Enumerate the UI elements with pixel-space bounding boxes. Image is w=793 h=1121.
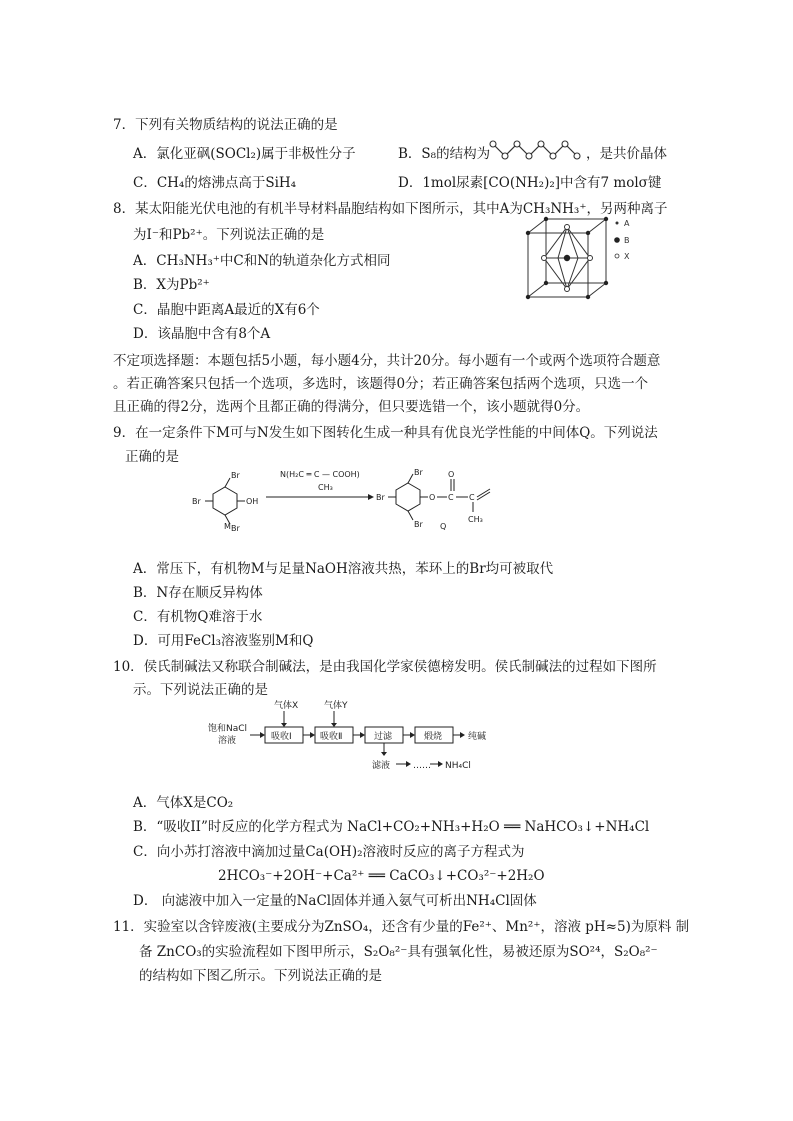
- q8-option-a: A．CH₃NH₃⁺中C和N的轨道杂化方式相同: [133, 253, 391, 269]
- q9-stem-line1: 9．在一定条件下M可与N发生如下图转化生成一种具有优良光学性能的中间体Q。下列说法: [113, 425, 658, 441]
- q-ester-o: O: [429, 493, 436, 502]
- q8-option-d: D．该晶胞中含有8个A: [133, 326, 271, 342]
- q-carbonyl-o: O: [448, 470, 455, 479]
- flow-gas-x: 气体X: [274, 701, 299, 711]
- q11-line3: 的结构如下图乙所示。下列说法正确的是: [139, 968, 382, 984]
- q-ch3: CH₃: [468, 515, 483, 524]
- q-br-bottom: Br: [414, 520, 423, 529]
- s8-ring-structure: [489, 136, 581, 164]
- instructions-line3: 且正确的得2分，选两个且都正确的得满分，但只要选错一个，该小题就得0分。: [113, 399, 590, 415]
- legend-x: X: [624, 252, 630, 261]
- m-br-left: Br: [192, 497, 201, 506]
- q9-option-d: D．可用FeCl₃溶液鉴别M和Q: [133, 633, 314, 649]
- flow-filtrate: 滤液: [372, 761, 391, 771]
- reaction-scheme-figure: [190, 467, 610, 537]
- flow-step-2: 吸收Ⅱ: [320, 732, 343, 742]
- q10-stem-line1: 10．侯氏制碱法又称联合制碱法，是由我国化学家侯德榜发明。侯氏制碱法的过程如下图所: [113, 659, 657, 675]
- q-label: Q: [440, 522, 447, 531]
- svg-text:C: C: [448, 493, 454, 502]
- reagent-ch3: CH₃: [318, 483, 333, 492]
- q8-stem-line2: 为I⁻和Pb²⁺。下列说法正确的是: [133, 227, 325, 243]
- flow-step-1: 吸收Ⅰ: [271, 732, 292, 742]
- reagent-label: N(H₂C ═ C — COOH): [280, 470, 360, 479]
- q11-line2: 备 ZnCO₃的实验流程如下图甲所示，S₂O₈²⁻具有强氧化性，易被还原为SO²⁴，S₂O₈²⁻: [139, 944, 658, 960]
- hou-process-flow: [204, 698, 624, 772]
- q7-stem: 7．下列有关物质结构的说法正确的是: [113, 117, 338, 133]
- q9-option-b: B．N存在顺反异构体: [133, 585, 263, 601]
- q-br-top: Br: [414, 468, 423, 477]
- q7-option-a: A．氯化亚砜(SOCl₂)属于非极性分子: [133, 146, 356, 162]
- legend-a: A: [624, 219, 630, 228]
- q10-stem-line2: 示。下列说法正确的是: [133, 682, 268, 698]
- q10-option-c-equation: 2HCO₃⁻+2OH⁻+Ca²⁺ ══ CaCO₃↓+CO₃²⁻+2H₂O: [218, 868, 545, 884]
- legend-b: B: [624, 236, 630, 245]
- q10-option-a: A．气体X是CO₂: [133, 795, 234, 811]
- q8-stem-line1: 8．某太阳能光伏电池的有机半导材料晶胞结构如下图所示，其中A为CH₃NH₃⁺，另两种离子: [113, 201, 668, 217]
- m-oh: OH: [246, 497, 259, 506]
- flow-input-line1: 饱和NaCl: [208, 724, 248, 734]
- q10-option-c: C．向小苏打溶液中滴加过量Ca(OH)₂溶液时反应的离子方程式为: [133, 844, 525, 860]
- flow-step-4: 煅烧: [424, 732, 443, 742]
- m-br-bottom: Br: [231, 524, 240, 533]
- m-label: M: [224, 522, 231, 531]
- q7-option-d: D．1mol尿素[CO(NH₂)₂]中含有7 molσ键: [398, 175, 662, 191]
- q8-option-b: B．X为Pb²⁺: [133, 277, 210, 293]
- q9-option-a: A．常压下，有机物M与足量NaOH溶液共热，苯环上的Br均可被取代: [133, 561, 554, 577]
- instructions-line1: 不定项选择题：本题包括5小题，每小题4分，共计20分。每小题有一个或两个选项符合题意: [113, 353, 661, 369]
- flow-product: 纯碱: [468, 732, 487, 742]
- flow-input-line2: 溶液: [218, 736, 237, 746]
- q10-option-d: D． 向滤液中加入一定量的NaCl固体并通入氨气可析出NH₄Cl固体: [133, 893, 537, 909]
- m-br-top: Br: [231, 471, 240, 480]
- flow-dots: ……: [413, 761, 431, 771]
- q10-option-b: B．“吸收II”时反应的化学方程式为 NaCl+CO₂+NH₃+H₂O ══ NaHCO₃↓+NH₄Cl: [133, 819, 650, 835]
- q-br-left: Br: [376, 493, 385, 502]
- flow-step-3: 过滤: [374, 732, 393, 742]
- q8-option-c: C．晶胞中距离A最近的X有6个: [133, 302, 320, 318]
- q11-line1: 11．实验室以含锌废液(主要成分为ZnSO₄，还含有少量的Fe²⁺、Mn²⁺，溶液 pH≈5)为原料 制: [113, 919, 690, 935]
- flow-nh4cl: NH₄Cl: [445, 761, 471, 771]
- flow-gas-y: 气体Y: [324, 701, 348, 711]
- q7-option-b-suffix: ，是共价晶体: [586, 146, 667, 162]
- svg-text:C: C: [469, 493, 475, 502]
- q9-stem-line2: 正确的是: [125, 449, 179, 465]
- q9-option-c: C．有机物Q难溶于水: [133, 609, 263, 625]
- instructions-line2: 。若正确答案只包括一个选项，多选时，该题得0分；若正确答案包括两个选项，只选一个: [113, 376, 649, 392]
- q7-option-b-prefix: B．S₈的结构为: [398, 146, 491, 162]
- q7-option-c: C．CH₄的熔沸点高于SiH₄: [133, 175, 297, 191]
- crystal-cell-figure: [522, 213, 656, 303]
